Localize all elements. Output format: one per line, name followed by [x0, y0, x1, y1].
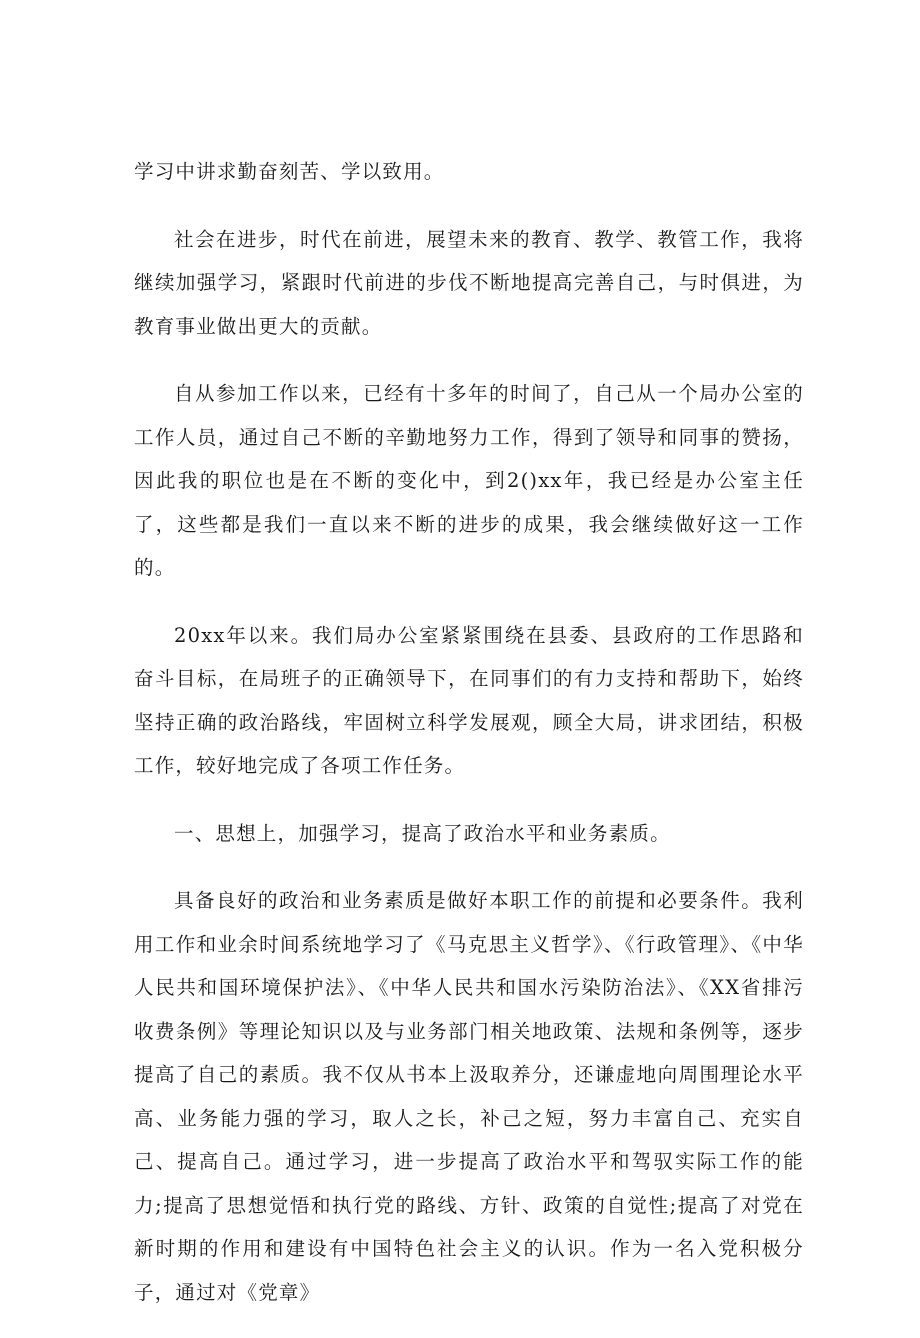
paragraph-continuation: 学习中讲求勤奋刻苦、学以致用。 — [134, 160, 445, 183]
paragraph-study-details: 具备良好的政治和业务素质是做好本职工作的前提和必要条件。我利用工作和业余时间系统地学习了《马克思主义哲学》、《行政管理》、《中华人民共和国环境保护法》、《中华人民共和国水污染防治法》、《XX省排污收费条例》等理论知识以及与业务部门相关地政策、法规和条例等，逐步提高了自己的素质。我不仅从书本上汲取养分，还谦虚地向周围理论水平高、业务能力强的学习，取人之长，补己之短，努力丰富自己、充实自己、提高自己。通过学习，进一步提高了政治水平和驾驭实际工作的能力;提高了思想觉悟和执行党的路线、方针、政策的自觉性;提高了对党在新时期的作用和建设有中国特色社会主义的认识。作为一名入党积极分子，通过对《党章》 — [134, 889, 804, 1304]
document-body — [134, 150, 804, 1338]
paragraph-future-outlook: 社会在进步，时代在前进，展望未来的教育、教学、教管工作，我将继续加强学习，紧跟时代前进的步伐不断地提高完善自己，与时俱进，为教育事业做出更大的贡献。 — [134, 227, 804, 338]
paragraph-career-history: 自从参加工作以来，已经有十多年的时间了，自己从一个局办公室的工作人员，通过自己不断的辛勤地努力工作，得到了领导和同事的赞扬，因此我的职位也是在不断的变化中，到2()xx年，我已经是办公室主任了，这些都是我们一直以来不断的进步的成果，我会继续做好这一工作的。 — [134, 382, 804, 579]
section-heading-ideology: 一、思想上，加强学习，提高了政治水平和业务素质。 — [174, 821, 671, 845]
paragraph-office-summary: 20xx年以来。我们局办公室紧紧围绕在县委、县政府的工作思路和奋斗目标，在局班子的正确领导下，在同事们的有力支持和帮助下，始终坚持正确的政治路线，牢固树立科学发展观，顾全大局，讲求团结，积极工作，较好地完成了各项工作任务。 — [134, 623, 804, 777]
